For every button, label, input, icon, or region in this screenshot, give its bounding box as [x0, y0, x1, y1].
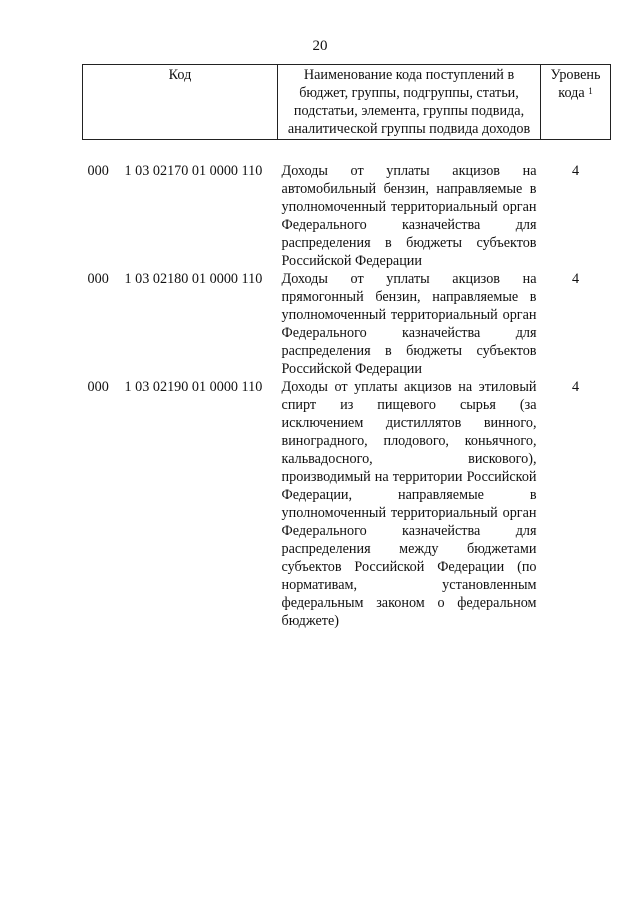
- table-row: [83, 270, 611, 378]
- table-row: [83, 162, 611, 270]
- header-level-tail: а: [578, 85, 585, 101]
- income-codes-table: [82, 64, 611, 630]
- header-level-text: Уровень код: [550, 67, 601, 101]
- header-level: [541, 65, 611, 140]
- page-number: 20: [312, 38, 328, 54]
- row-level: 4: [571, 379, 580, 395]
- row-code: 1 03 02190 01 0000 110: [124, 379, 263, 395]
- row-name: Доходы от уплаты акцизов на этиловый спирт из пищевого сырья (за исключением дистиллятов винного, виноградного, плодового, коньячного, кальвадосного, вискового), производимый на территории Российской Федерации, направляемые в уполномоченный территориальный орган Федерального казначейства для распределения между бюджетами субъектов Российской Федерации (по нормативам, установленным федеральным законом о федеральном бюджете): [281, 379, 537, 629]
- table-header-row: [83, 65, 611, 140]
- row-prefix: 000: [87, 163, 109, 179]
- row-prefix: 000: [87, 379, 109, 395]
- row-prefix: 000: [87, 271, 109, 287]
- row-code: 1 03 02170 01 0000 110: [124, 163, 263, 179]
- header-name: Наименование кода поступлений в бюджет, группы, подгруппы, статьи, подстатьи, элемента, группы подвида, аналитической группы подвида доходов: [278, 65, 541, 140]
- header-code: Код: [83, 65, 278, 140]
- row-level: 4: [571, 271, 580, 287]
- row-name: Доходы от уплаты акцизов на автомобильный бензин, направляемые в уполномоченный территориальный орган Федерального казначейства для распределения в бюджеты субъектов Российской Федерации: [281, 163, 537, 269]
- table-row: [83, 378, 611, 630]
- row-level: 4: [571, 163, 580, 179]
- row-code: 1 03 02180 01 0000 110: [124, 271, 263, 287]
- footnote-marker: 1: [588, 86, 593, 96]
- row-name: Доходы от уплаты акцизов на прямогонный бензин, направляемые в уполномоченный территориальный орган Федерального казначейства для распределения в бюджеты субъектов Российской Федерации: [281, 271, 537, 377]
